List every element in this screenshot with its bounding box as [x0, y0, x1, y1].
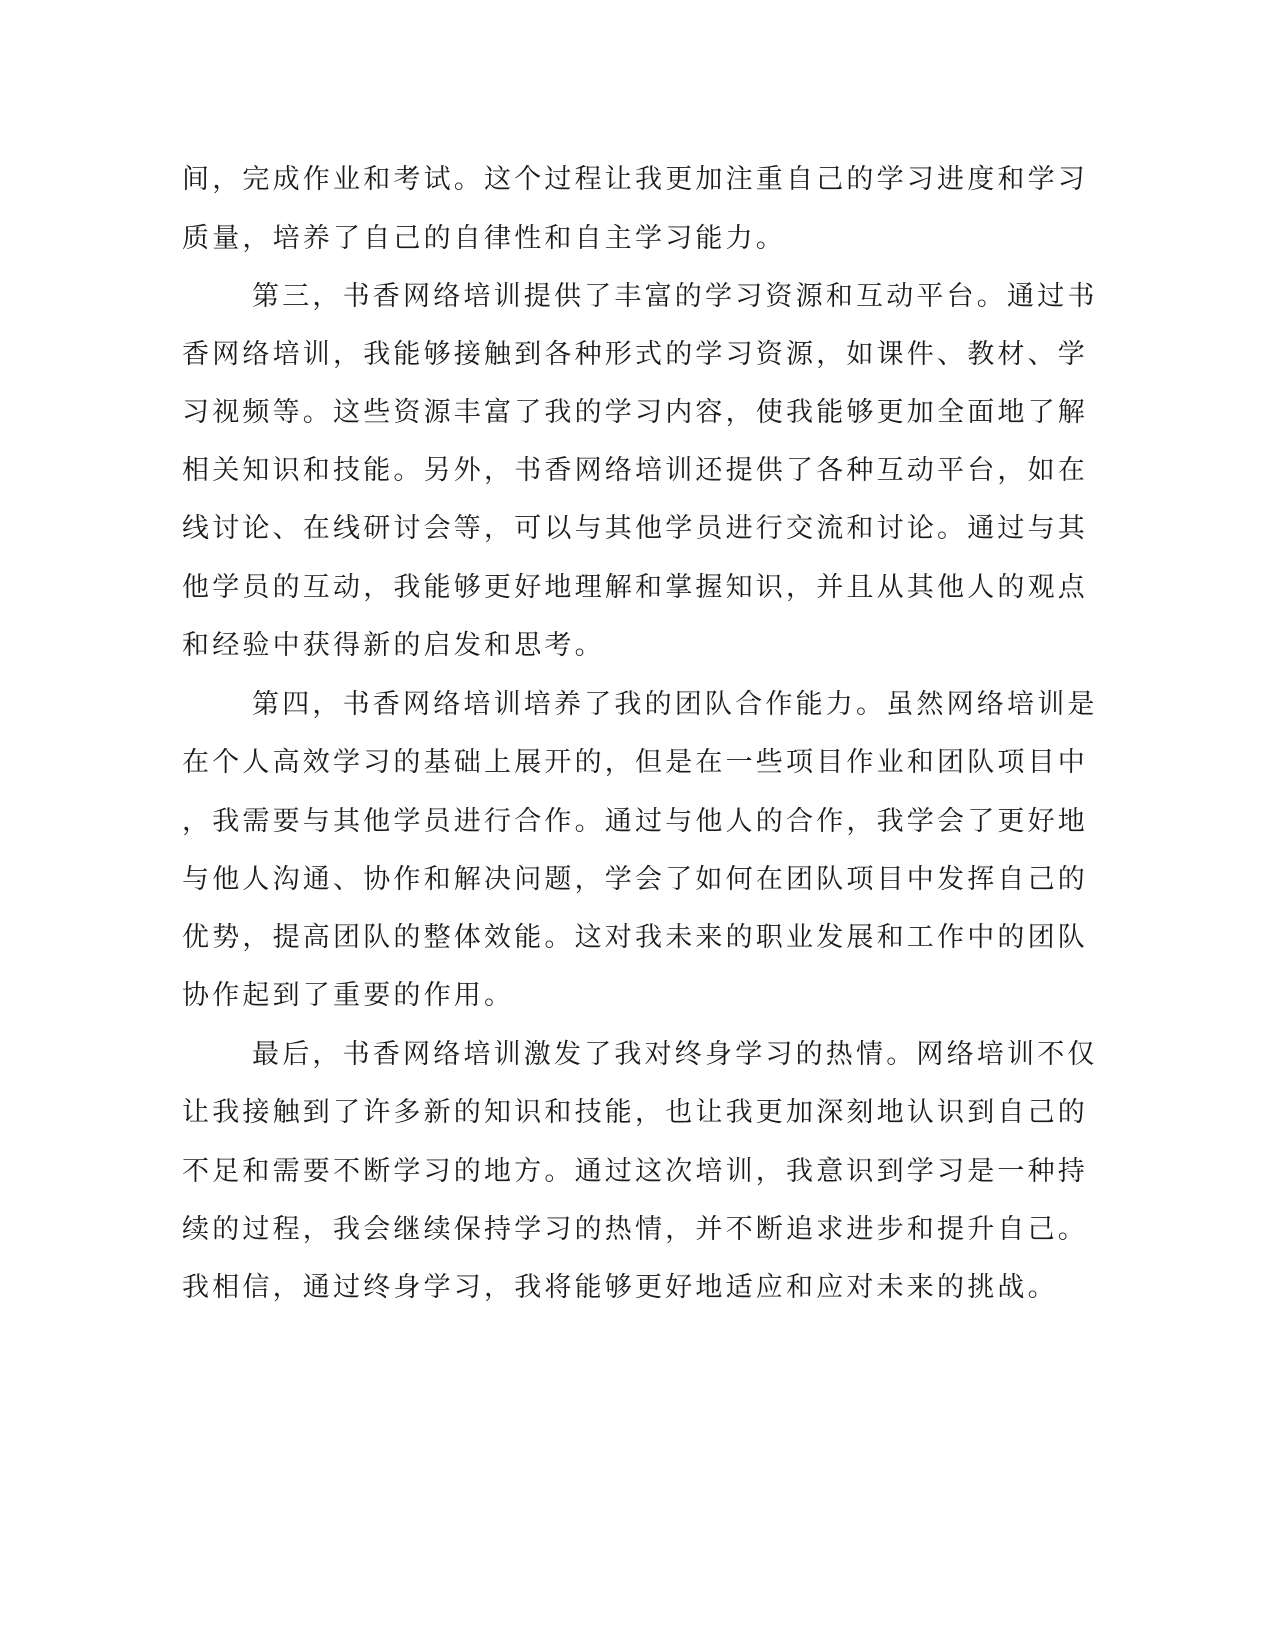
text-line: 在个人高效学习的基础上展开的，但是在一些项目作业和团队项目中	[182, 747, 1088, 778]
text-line: 质量，培养了自己的自律性和自主学习能力。	[182, 223, 786, 254]
paragraph-start-line: 最后，书香网络培训激发了我对终身学习的热情。网络培训不仅	[252, 1039, 1098, 1070]
text-line: 相关知识和技能。另外，书香网络培训还提供了各种互动平台，如在	[182, 455, 1088, 486]
text-line: 香网络培训，我能够接触到各种形式的学习资源，如课件、教材、学	[182, 339, 1088, 370]
paragraph-start-line: 第四，书香网络培训培养了我的团队合作能力。虽然网络培训是	[252, 689, 1098, 720]
text-line: 与他人沟通、协作和解决问题，学会了如何在团队项目中发挥自己的	[182, 864, 1088, 895]
text-line: 续的过程，我会继续保持学习的热情，并不断追求进步和提升自己。	[182, 1214, 1088, 1245]
text-line: 不足和需要不断学习的地方。通过这次培训，我意识到学习是一种持	[182, 1156, 1088, 1187]
text-line: 习视频等。这些资源丰富了我的学习内容，使我能够更加全面地了解	[182, 397, 1088, 428]
text-line: 协作起到了重要的作用。	[182, 980, 515, 1011]
text-line: 线讨论、在线研讨会等，可以与其他学员进行交流和讨论。通过与其	[182, 513, 1088, 544]
text-line: 优势，提高团队的整体效能。这对我未来的职业发展和工作中的团队	[182, 922, 1088, 953]
text-line: 我相信，通过终身学习，我将能够更好地适应和应对未来的挑战。	[182, 1272, 1058, 1303]
paragraph-start-line: 第三，书香网络培训提供了丰富的学习资源和互动平台。通过书	[252, 281, 1098, 312]
text-line: 间，完成作业和考试。这个过程让我更加注重自己的学习进度和学习	[182, 164, 1088, 195]
text-line: 让我接触到了许多新的知识和技能，也让我更加深刻地认识到自己的	[182, 1097, 1088, 1128]
text-line: 和经验中获得新的启发和思考。	[182, 630, 605, 661]
text-line: 他学员的互动，我能够更好地理解和掌握知识，并且从其他人的观点	[182, 572, 1088, 603]
text-line: ，我需要与其他学员进行合作。通过与他人的合作，我学会了更好地	[182, 806, 1088, 837]
